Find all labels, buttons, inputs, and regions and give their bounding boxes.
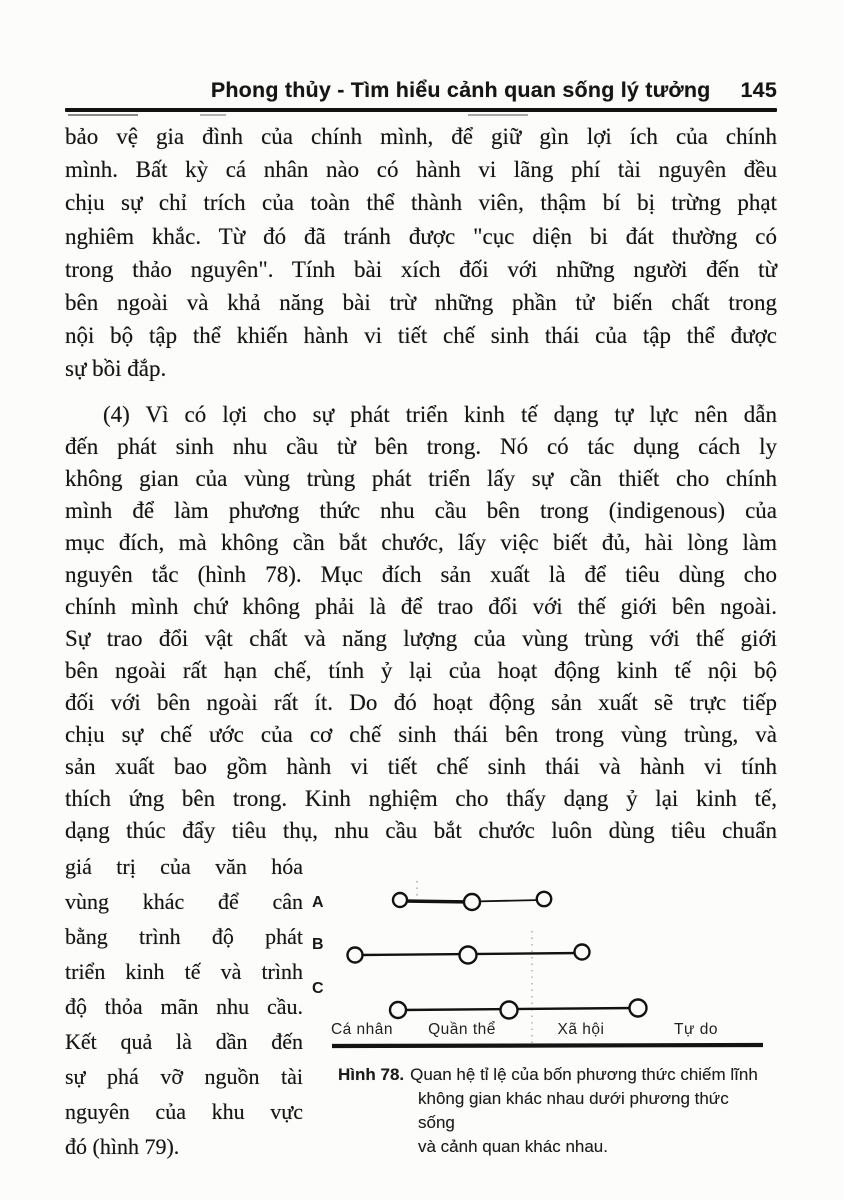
- text-line: đối với bên ngoài rất ít. Do đó hoạt động sản xuất sẽ trực tiếp: [65, 690, 777, 715]
- axis-label-ca-nhan: Cá nhân: [330, 1021, 394, 1038]
- text-line: Kết quả là dần đến: [65, 1029, 303, 1054]
- text-line: sự phá vỡ nguồn tài: [65, 1064, 303, 1089]
- text-line: bảo vệ gia đình của chính mình, để giữ gìn lợi ích của chính: [65, 124, 777, 149]
- axis-label-quan-the: Quần thể: [428, 1021, 496, 1038]
- row-c-node-1: [390, 1002, 406, 1018]
- text-line: bên ngoài và khả năng bài trừ những phần tử biến chất trong: [65, 290, 777, 316]
- row-label-c: C: [312, 980, 324, 997]
- text-line: (4) Vì có lợi cho sự phát triển kinh tế dạng tự lực nên dẫn: [103, 402, 777, 427]
- figure-caption: [338, 1063, 768, 1159]
- text-line: đến phát sinh nhu cầu từ bên trong. Nó có tác dụng cách ly: [65, 434, 777, 459]
- text-line: độ thỏa mãn nhu cầu.: [65, 994, 303, 1019]
- text-line: vùng khác để cân: [65, 889, 303, 914]
- figure-78: [300, 876, 790, 1056]
- text-line: chịu sự chỉ trích của toàn thể thành viên, thậm bí bị trừng phạt: [65, 190, 777, 216]
- figure-caption-label: Hình 78.: [338, 1065, 405, 1084]
- scan-artifact: [200, 114, 226, 116]
- text-line: sản xuất bao gồm hành vi tiết chế sinh thái và hành vi tính: [65, 754, 777, 779]
- figure-caption-line: và cảnh quan khác nhau.: [418, 1137, 608, 1156]
- text-line: không gian của vùng trùng phát triển lấy sự cần thiết cho chính: [65, 466, 777, 491]
- figure-caption-text: Quan hệ tỉ lệ của bốn phương thức chiếm lĩnh: [410, 1065, 758, 1084]
- text-line: thích ứng bên trong. Kinh nghiệm cho thấy dạng ỷ lại kinh tế,: [65, 786, 777, 811]
- row-a-segment-right: [473, 900, 541, 902]
- paragraph-1: [65, 120, 777, 386]
- text-line: dạng thúc đẩy tiêu thụ, nhu cầu bắt chước luôn dùng tiêu chuẩn: [65, 818, 777, 843]
- text-line: nghiêm khắc. Từ đó đã tránh được "cục diện bi đát thường có: [65, 223, 777, 249]
- text-line: chính mình chứ không phải là để trao đổi với thế giới bên ngoài.: [65, 594, 777, 619]
- axis-label-tu-do: Tự do: [674, 1021, 718, 1038]
- row-c-node-3: [630, 1000, 647, 1017]
- row-b-node-2: [460, 947, 477, 964]
- text-line: nguyên tắc (hình 78). Mục đích sản xuất là để tiêu dùng cho: [65, 562, 777, 587]
- row-b-node-1: [348, 948, 363, 963]
- scan-artifact: [68, 114, 138, 116]
- text-line: giá trị của văn hóa: [65, 854, 303, 879]
- figure-78-diagram: [300, 876, 790, 1056]
- axis-label-xa-hoi: Xã hội: [557, 1021, 605, 1038]
- text-line: chịu sự chế ước của cơ chế sinh thái bên trong vùng trùng, và: [65, 722, 777, 747]
- running-header: [65, 78, 777, 103]
- running-title: Phong thủy - Tìm hiểu cảnh quan sống lý tưởng: [210, 78, 711, 102]
- text-line: sự bồi đắp.: [65, 356, 167, 382]
- header-rule: [65, 108, 777, 112]
- figure-baseline: [332, 1045, 763, 1046]
- scan-artifact: [468, 114, 528, 116]
- row-c-node-2: [501, 1002, 518, 1019]
- text-line: nguyên của khu vực: [65, 1099, 303, 1124]
- text-line: bên ngoài rất hạn chế, tính ỷ lại của hoạt động kinh tế nội bộ: [65, 658, 777, 683]
- text-line: mình để làm phương thức nhu cầu bên trong (indigenous) của: [65, 498, 777, 523]
- text-line: nội bộ tập thể khiến hành vi tiết chế sinh thái của tập thể được: [65, 323, 777, 349]
- row-a-segment-left: [403, 901, 473, 902]
- side-column: [65, 849, 303, 1164]
- text-line: đó (hình 79).: [65, 1134, 180, 1159]
- text-line: mình. Bất kỳ cá nhân nào có hành vi lãng phí tài nguyên đều: [65, 157, 777, 183]
- page-number: 145: [740, 78, 777, 102]
- row-a-node-1: [393, 893, 407, 907]
- figure-caption-line: không gian khác nhau dưới phương thức sống: [418, 1089, 729, 1132]
- row-label-a: A: [312, 894, 324, 911]
- text-line: trong thảo nguyên". Tính bài xích đối với những người đến từ: [65, 256, 777, 282]
- text-line: bằng trình độ phát: [65, 924, 303, 949]
- paragraph-2: [65, 399, 777, 847]
- row-a-node-3: [537, 892, 551, 906]
- row-label-b: B: [312, 936, 324, 953]
- row-b-node-3: [575, 945, 590, 960]
- row-a-node-2: [464, 894, 480, 910]
- text-line: mục đích, mà không cần bắt chước, lấy việc biết đủ, hài lòng làm: [65, 530, 777, 555]
- figure-caption-line: [338, 1063, 768, 1087]
- text-line: Sự trao đổi vật chất và năng lượng của vùng trùng với thế giới: [65, 626, 777, 651]
- text-line: triển kinh tế và trình: [65, 959, 303, 984]
